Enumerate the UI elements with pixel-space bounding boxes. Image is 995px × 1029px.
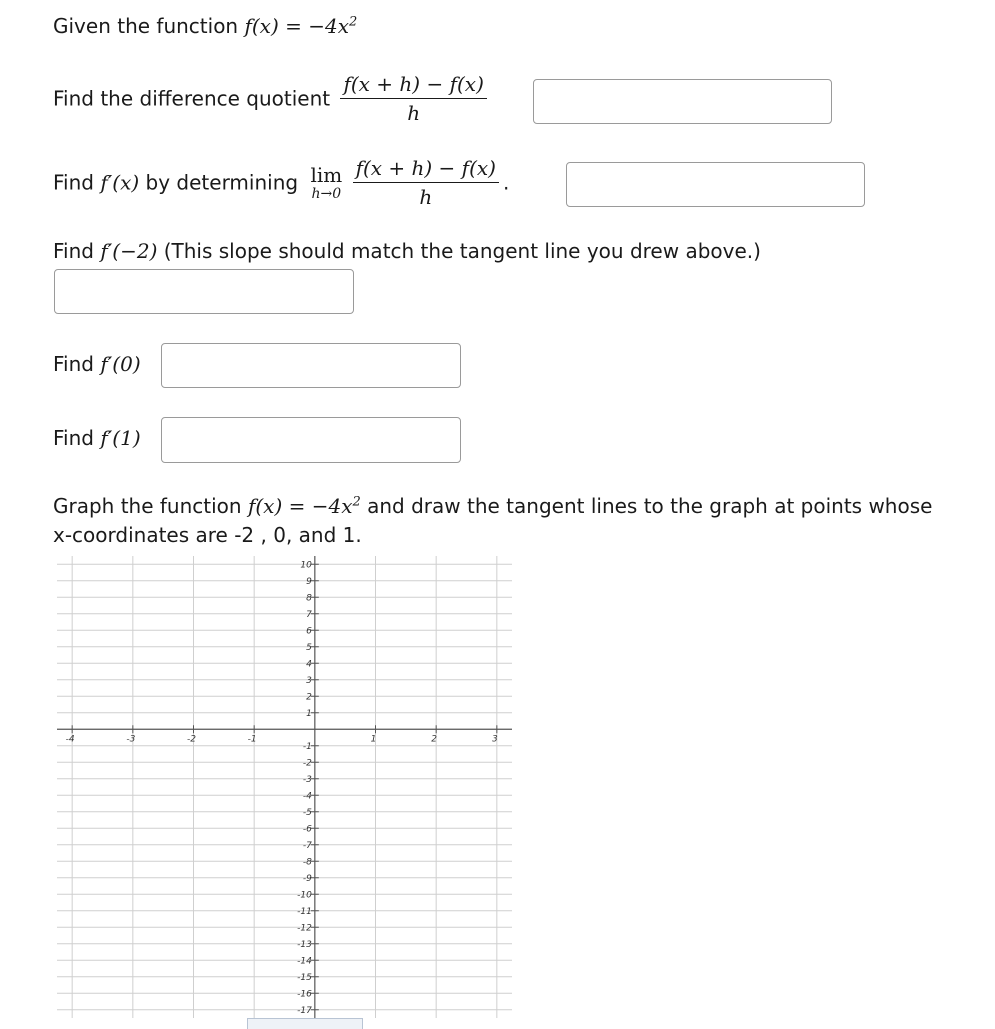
y-tick-label: -6 [302, 824, 312, 835]
fprime-1-prefix: Find [53, 426, 101, 450]
limit-numerator: f(x + h) − f(x) [353, 154, 499, 183]
y-tick-label: 3 [306, 675, 312, 686]
dq-fraction [340, 70, 486, 127]
given-prefix: Given the function [53, 14, 245, 38]
fprime-neg2-note: (This slope should match the tangent line you drew above.) [157, 239, 761, 263]
graph-prompt-part2: and draw the tangent lines to the graph at points whose [360, 494, 933, 518]
graph-prompt-part1: Graph the function [53, 494, 248, 518]
limit-middle: by determining [139, 170, 305, 195]
fprime-0-line [53, 352, 141, 376]
fprime-1: f′(1) [100, 426, 141, 450]
fprime-x: f′(x) [100, 170, 140, 195]
limit-word: lim [310, 162, 343, 187]
y-tick-label: -4 [302, 791, 312, 802]
difference-quotient-line [53, 70, 491, 127]
y-tick-label: 5 [306, 642, 312, 653]
y-tick-label: -5 [302, 807, 312, 818]
graph-prompt-func [248, 494, 361, 518]
derivative-input[interactable] [566, 162, 865, 207]
y-tick-label: -14 [297, 956, 312, 967]
y-tick-label: -11 [297, 906, 312, 917]
y-tick-label: 4 [306, 659, 312, 670]
graph-prompt-line2: x-coordinates are -2 , 0, and 1. [53, 523, 362, 547]
y-tick-label: 6 [306, 626, 312, 637]
x-tick-label: 3 [491, 734, 498, 745]
graph-prompt-func-exponent: 2 [352, 494, 361, 510]
y-tick-label: 7 [306, 609, 312, 620]
limit-operator [310, 164, 342, 202]
limit-line [53, 154, 509, 211]
y-tick-label: -17 [297, 1005, 312, 1016]
y-tick-label: -13 [297, 939, 312, 950]
fprime-0-prefix: Find [53, 352, 101, 376]
y-tick-label: -7 [302, 840, 312, 851]
coordinate-graph[interactable] [40, 548, 520, 1020]
limit-fraction [353, 154, 499, 211]
given-function-expr: f(x) = −4x [244, 14, 349, 38]
y-tick-label: -12 [297, 923, 312, 934]
dq-denominator: h [407, 101, 421, 125]
y-tick-label: -16 [297, 989, 312, 1000]
fprime-0: f′(0) [100, 352, 141, 376]
y-tick-label: -2 [302, 758, 312, 769]
limit-denominator: h [419, 185, 433, 209]
given-function-exponent: 2 [349, 14, 358, 30]
y-tick-label: -8 [302, 857, 312, 868]
graph-prompt-func-expr: f(x) = −4x [247, 494, 353, 518]
dq-numerator: f(x + h) − f(x) [340, 70, 486, 99]
y-tick-label: 10 [300, 560, 312, 571]
x-tick-label: -1 [247, 734, 257, 745]
fprime-neg2-input[interactable] [54, 269, 354, 314]
y-tick-label: 2 [306, 692, 312, 703]
graph-prompt-line1 [53, 494, 932, 518]
x-tick-label: -3 [126, 734, 136, 745]
limit-prefix: Find [53, 170, 101, 195]
dq-prefix: Find the difference quotient [53, 86, 331, 111]
fprime-neg2-line [53, 239, 761, 263]
limit-subscript: h→0 [311, 185, 342, 202]
x-tick-label: 1 [370, 734, 377, 745]
y-tick-label: -3 [302, 774, 312, 785]
fprime-neg2-prefix: Find [53, 239, 101, 263]
fprime-0-input[interactable] [161, 343, 461, 388]
x-tick-label: 2 [431, 734, 438, 745]
y-tick-label: -15 [297, 972, 312, 983]
y-tick-label: 8 [306, 593, 312, 604]
y-tick-label: 9 [306, 576, 312, 587]
x-tick-label: -2 [187, 734, 196, 745]
given-function-line [53, 14, 357, 38]
fprime-1-line [53, 426, 141, 450]
y-tick-label: -9 [302, 873, 312, 884]
y-tick-label: 1 [306, 708, 312, 719]
x-tick-label: -4 [65, 734, 75, 745]
given-function-math [244, 14, 357, 38]
fprime-neg2: f′(−2) [100, 239, 158, 263]
fprime-1-input[interactable] [161, 417, 461, 463]
y-tick-label: -1 [302, 741, 312, 752]
y-tick-label: -10 [297, 890, 312, 901]
limit-period: . [502, 170, 510, 195]
difference-quotient-input[interactable] [533, 79, 832, 124]
